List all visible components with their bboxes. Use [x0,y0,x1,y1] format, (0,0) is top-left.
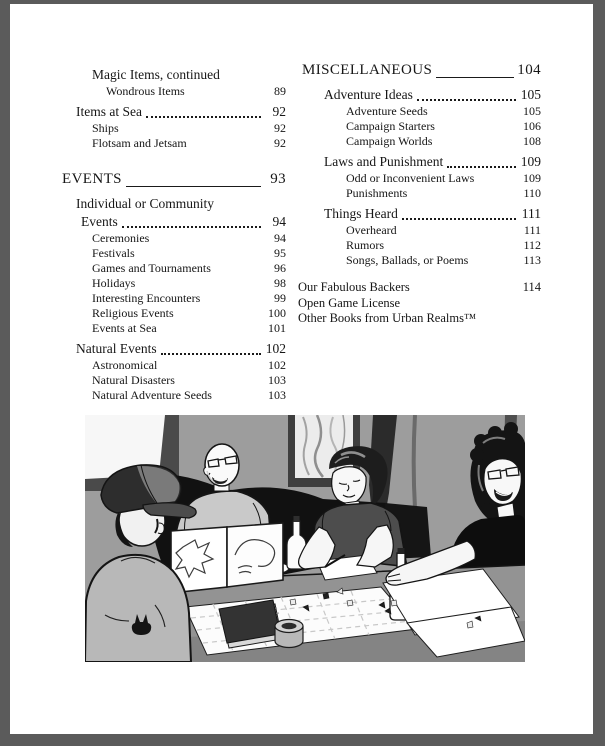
toc-entry-label: Punishments [346,186,408,200]
toc-entry-page: 101 [268,321,286,335]
toc-entry-label: Games and Tournaments [92,261,211,275]
toc-entry-label: Open Game License [298,295,401,310]
toc-entry-label: Items at Sea [76,104,142,119]
toc-entry [298,104,541,119]
toc-entry [62,168,286,191]
toc-entry [298,171,541,186]
toc-entry [298,223,541,238]
toc-entry-label: Interesting Encounters [92,291,201,305]
toc-entry-label: Natural Events [76,341,157,356]
toc-entry-page: 109 [520,154,541,169]
toc-entry [298,238,541,253]
toc-entry [62,121,286,136]
toc-entry-label: Things Heard [324,206,398,221]
toc-entry-label: Campaign Worlds [346,134,433,148]
toc-leader [161,353,261,355]
toc-entry-label: Campaign Starters [346,119,435,133]
toc-leader [122,226,261,228]
toc-entry-label: Wondrous Items [106,84,185,98]
toc-entry-page: 95 [274,246,286,260]
toc-entry-page: 108 [523,134,541,148]
toc-entry [62,321,286,336]
toc-entry-page: 102 [268,358,286,372]
toc-entry-page: 112 [523,238,541,252]
gm-screen [171,523,283,593]
toc-entry-page: 110 [523,186,541,200]
toc-entry [298,296,541,312]
toc-entry-page: 100 [268,306,286,320]
toc-entry-label: Individual or Community [76,196,214,211]
toc-entry-label: Our Fabulous Backers [298,280,410,294]
toc-entry-label: MISCELLANEOUS [302,62,433,78]
toc-entry-label: Adventure Seeds [346,104,428,118]
toc-entry-page: 93 [270,171,286,187]
toc-entry-page: 111 [521,206,541,221]
toc-leader [417,99,516,101]
toc-entry-label: Holidays [92,276,136,290]
toc-entry-label: Festivals [92,246,135,260]
toc-entry-label: Ships [92,121,119,135]
toc-entry [298,119,541,134]
toc-leader [402,218,516,220]
toc-entry [62,340,286,358]
toc-entry-page: 114 [522,280,541,294]
toc-entry [62,291,286,306]
toc-entry-page: 106 [523,119,541,133]
toc-entry-page: 109 [523,171,541,185]
toc-entry [62,388,286,403]
book-page [10,4,593,734]
toc-entry-page: 103 [268,388,286,402]
toc-column-left [62,66,286,403]
toc-leader [436,77,514,78]
toc-entry [62,84,286,99]
toc-entry [298,280,541,296]
toc-entry-page: 103 [268,373,286,387]
toc-column-right [298,59,541,327]
toc-entry [298,186,541,201]
toc-entry [62,66,286,84]
toc-entry-label: Rumors [346,238,385,252]
toc-entry [62,358,286,373]
toc-entry [298,205,541,223]
notebook [219,600,282,648]
toc-entry-page: 105 [520,87,541,102]
toc-entry-page: 105 [523,104,541,118]
toc-entry [298,253,541,268]
toc-entry-label: EVENTS [62,171,122,187]
tape-roll [275,620,303,648]
toc-entry-label: Natural Adventure Seeds [92,388,212,402]
toc-entry-label: Astronomical [92,358,158,372]
toc-entry-label: Magic Items, continued [92,67,220,82]
toc-entry [298,59,541,82]
toc-entry-label: Songs, Ballads, or Poems [346,253,469,267]
toc-entry [62,103,286,121]
toc-entry [62,246,286,261]
toc-entry-page: 113 [523,253,541,267]
toc-entry [62,136,286,151]
toc-entry [62,261,286,276]
toc-entry-label: Events at Sea [92,321,157,335]
toc-entry-label: Religious Events [92,306,174,320]
toc-leader [447,166,516,168]
toc-entry-page: 99 [274,291,286,305]
toc-entry [298,153,541,171]
toc-entry-page: 92 [274,136,286,150]
toc-entry-page: 102 [265,341,286,356]
toc-entry-label: Other Books from Urban Realms™ [298,311,477,325]
toc-entry [298,311,541,327]
toc-entry-page: 92 [272,104,286,119]
toc-entry [298,86,541,104]
toc-entry [62,231,286,246]
toc-entry [298,134,541,149]
toc-entry-page: 89 [274,84,286,98]
toc-entry-page: 94 [274,231,286,245]
toc-entry [62,213,286,231]
toc-entry [62,195,286,213]
toc-entry-page: 96 [274,261,286,275]
toc-entry-page: 92 [274,121,286,135]
toc-entry-label: Ceremonies [92,231,150,245]
toc-entry-page: 94 [272,214,286,229]
toc-entry-label: Odd or Inconvenient Laws [346,171,475,185]
toc-leader [126,186,261,187]
toc-entry-label: Flotsam and Jetsam [92,136,187,150]
toc-entry-label: Overheard [346,223,397,237]
toc-entry-page: 98 [274,276,286,290]
toc-entry-page: 104 [517,62,541,78]
toc-entry-label: Laws and Punishment [324,154,444,169]
tabletop-gaming-illustration [85,415,525,662]
toc-entry [62,373,286,388]
toc-entry-label: Events [81,214,118,229]
toc-leader [146,116,261,118]
toc-entry-label: Adventure Ideas [324,87,413,102]
toc-entry [62,306,286,321]
toc-entry [62,276,286,291]
toc-entry-label: Natural Disasters [92,373,175,387]
toc-entry-page: 111 [523,223,541,237]
